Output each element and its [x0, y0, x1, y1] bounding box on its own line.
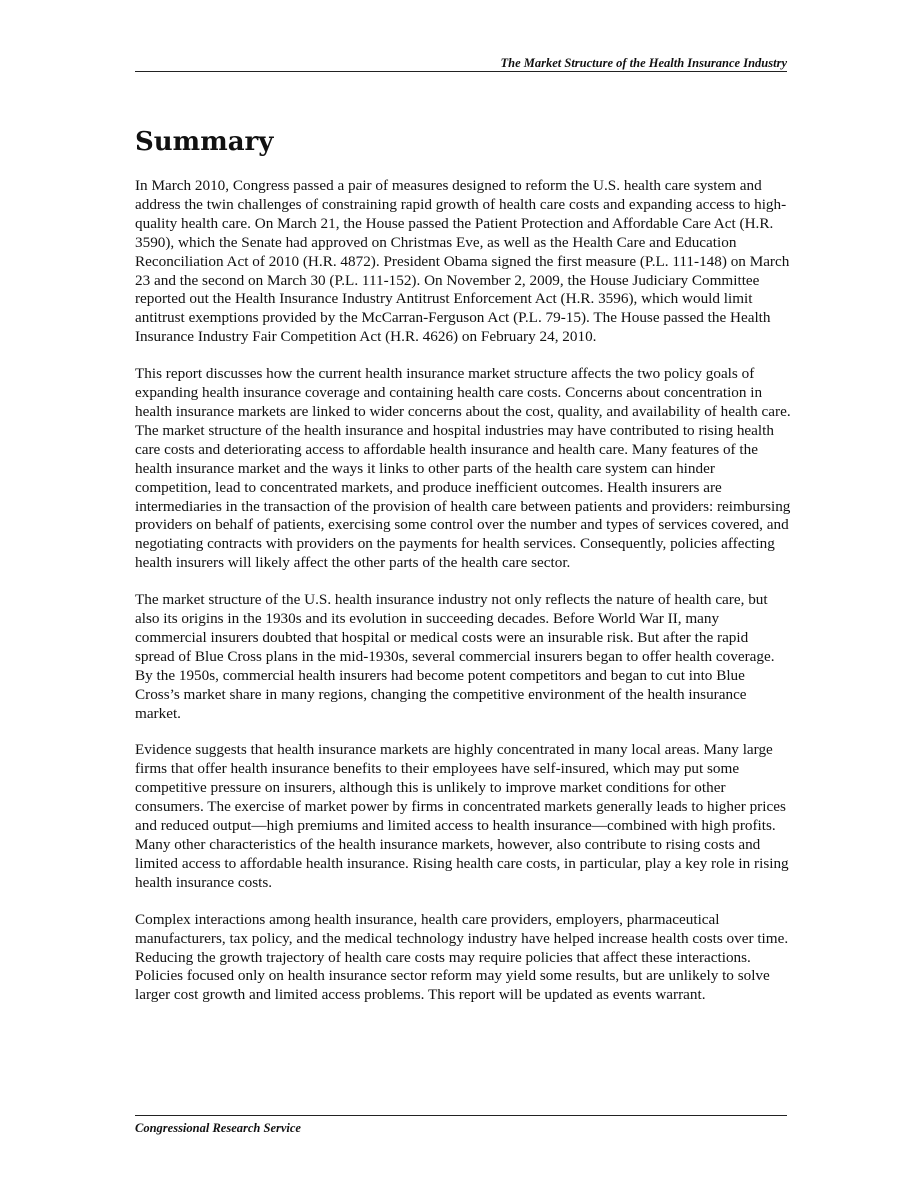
footer-divider [135, 1115, 787, 1116]
running-footer: Congressional Research Service [135, 1121, 301, 1135]
summary-body [135, 177, 791, 1023]
paragraph-legislation: In March 2010, Congress passed a pair of measures designed to reform the U.S. health care system and address the twin challenges of constraining rapid growth of health care costs and expanding access to high-quality health care. On March 21, the House passed the Patient Protection and Affordable Care Act (H.R. 3590), which the Senate had approved on Christmas Eve, as well as the Health Care and Education Reconciliation Act of 2010 (H.R. 4872). President Obama signed the first measure (P.L. 111-148) on March 23 and the second on March 30 (P.L. 111-152). On November 2, 2009, the House Judiciary Committee reported out the Health Insurance Industry Antitrust Enforcement Act (H.R. 3596), which would limit antitrust exemptions provided by the McCarran-Ferguson Act (P.L. 79-15). The House passed the Health Insurance Industry Fair Competition Act (H.R. 4626) on February 24, 2010. [135, 177, 790, 346]
paragraph-cost-interactions: Complex interactions among health insurance, health care providers, employers, pharmaceutical manufacturers, tax policy, and the medical technology industry have helped increase health costs over time. Reducing the growth trajectory of health care costs may require policies that affect these interactions. Policies focused only on health insurance sector reform may yield some results, but are unlikely to solve larger cost growth and limited access problems. This report will be updated as events warrant. [135, 910, 789, 1004]
paragraph-report-scope: This report discusses how the current health insurance market structure affects the two policy goals of expanding health insurance coverage and containing health care costs. Concerns about concentration in health insurance markets are linked to wider concerns about the cost, quality, and availability of health care. The market structure of the health insurance and hospital industries may have contributed to rising health care costs and deteriorating access to affordable health insurance and health care. Many features of the health insurance market and the ways it links to other parts of the health care system can hinder competition, lead to concentrated markets, and produce inefficient outcomes. Health insurers are intermediaries in the transaction of the provision of health care between patients and providers: reimbursing providers on behalf of patients, exercising some control over the number and types of services covered, and negotiating contracts with providers on the payments for health services. Consequently, policies affecting health insurers will likely affect the other parts of the health care sector. [135, 365, 791, 572]
running-header: The Market Structure of the Health Insurance Industry [500, 56, 787, 70]
page-title: Summary [135, 127, 274, 157]
paragraph-market-history: The market structure of the U.S. health insurance industry not only reflects the nature of health care, but also its origins in the 1930s and its evolution in succeeding decades. Before World War II, many commercial insurers doubted that hospital or medical costs were an insurable risk. But after the rapid spread of Blue Cross plans in the mid-1930s, several commercial insurers began to offer health coverage. By the 1950s, commercial health insurers had become potent competitors and began to cut into Blue Cross’s market share in many regions, changing the competitive environment of the health insurance market. [135, 591, 775, 722]
header-divider [135, 71, 787, 72]
paragraph-market-concentration: Evidence suggests that health insurance markets are highly concentrated in many local areas. Many large firms that offer health insurance benefits to their employees have self-insured, which may put some competitive pressure on insurers, although this is unlikely to improve market conditions for other consumers. The exercise of market power by firms in concentrated markets generally leads to higher prices and reduced output—high premiums and limited access to health insurance—combined with high profits. Many other characteristics of the health insurance markets, however, also contribute to rising costs and limited access to affordable health insurance. Rising health care costs, in particular, play a key role in rising health insurance costs. [135, 741, 789, 891]
